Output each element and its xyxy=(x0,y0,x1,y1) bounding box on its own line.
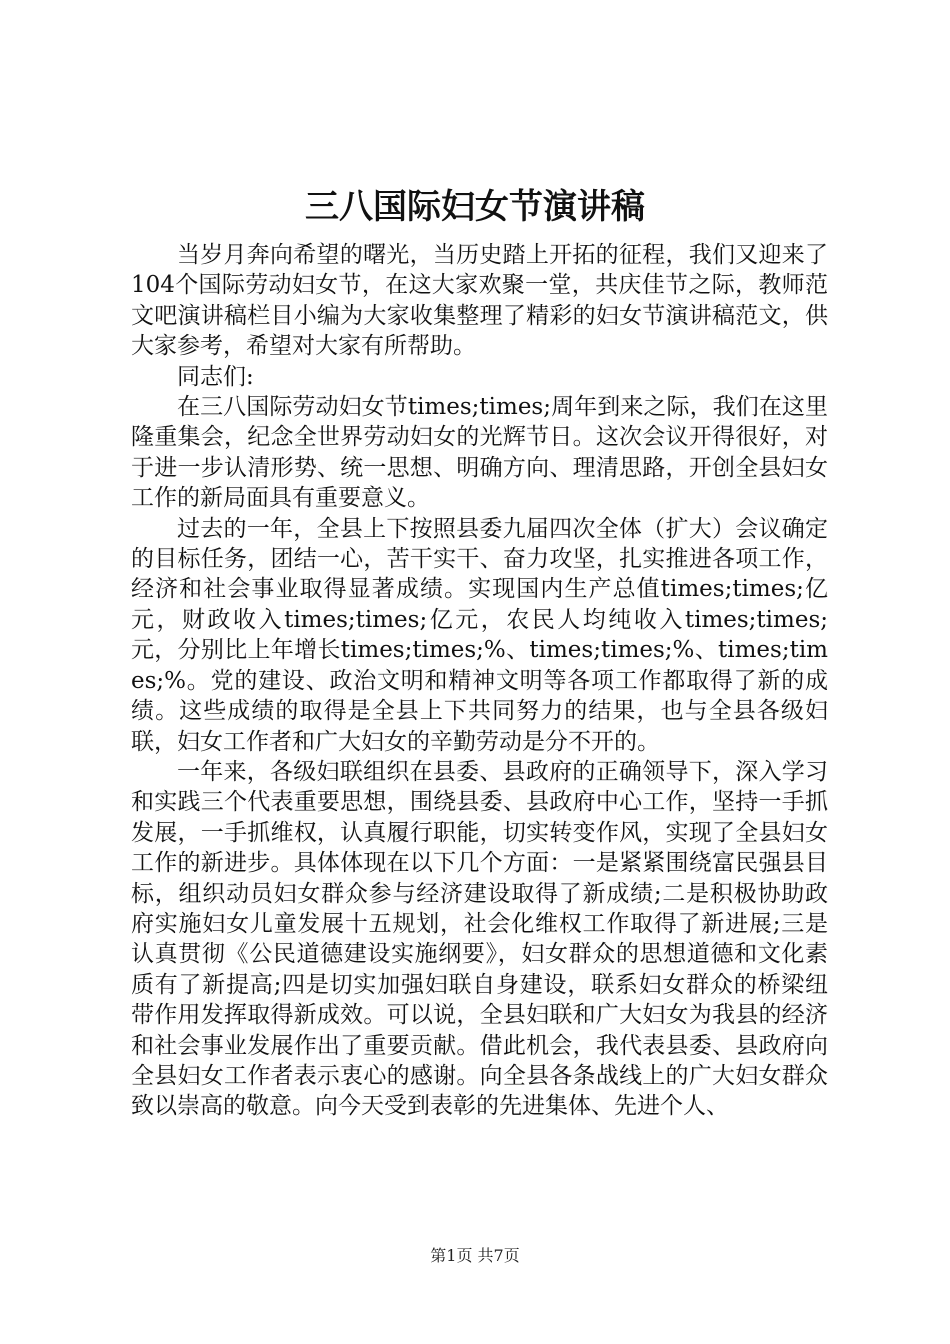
document-title: 三八国际妇女节演讲稿 xyxy=(305,187,645,227)
page-footer: 第1页 共7页 xyxy=(430,1246,520,1265)
paragraph-womens-federation-work: 一年来，各级妇联组织在县委、县政府的正确领导下，深入学习和实践三个代表重要思想，围绕县委、县政府中心工作，坚持一手抓发展，一手抓维权，认真履行职能，切实转变作风，实现了全县妇女工作的新进步。具体体现在以下几个方面：一是紧紧围绕富民强县目标，组织动员妇女群众参与经济建设取得了新成绩;二是积极协助政府实施妇女儿童发展十五规划，社会化维权工作取得了新进展;三是认真贯彻《公民道德建设实施纲要》，妇女群众的思想道德和文化素质有了新提高;四是切实加强妇联自身建设，联系妇女群众的桥梁纽带作用发挥取得新成效。可以说，全县妇联和广大妇女为我县的经济和社会事业发展作出了重要贡献。借此机会，我代表县委、县政府向全县妇女工作者表示衷心的感谢。向全县各条战线上的广大妇女群众致以崇高的敬意。向今天受到表彰的先进集体、先进个人、 xyxy=(131,758,828,1120)
paragraph-achievements: 过去的一年，全县上下按照县委九届四次全体（扩大）会议确定的目标任务，团结一心，苦干实干、奋力攻坚，扎实推进各项工作，经济和社会事业取得显著成绩。实现国内生产总值times;times;亿元，财政收入times;times;亿元，农民人均纯收入times;times;元，分别比上年增长times;times;%、times;times;%、times;times;%。党的建设、政治文明和精神文明等各项工作都取得了新的成绩。这些成绩的取得是全县上下共同努力的结果，也与全县各级妇联，妇女工作者和广大妇女的辛勤劳动是分不开的。 xyxy=(131,515,828,755)
document-body xyxy=(131,240,828,1122)
paragraph-opening: 在三八国际劳动妇女节times;times;周年到来之际，我们在这里隆重集会，纪念全世界劳动妇女的光辉节日。这次会议开得很好，对于进一步认清形势、统一思想、明确方向、理清思路，开创全县妇女工作的新局面具有重要意义。 xyxy=(131,394,828,512)
paragraph-salutation: 同志们: xyxy=(177,363,254,390)
paragraph-intro: 当岁月奔向希望的曙光，当历史踏上开拓的征程，我们又迎来了104个国际劳动妇女节，在这大家欢聚一堂，共庆佳节之际，教师范文吧演讲稿栏目小编为大家收集整理了精彩的妇女节演讲稿范文，供大家参考，希望对大家有所帮助。 xyxy=(131,242,828,360)
